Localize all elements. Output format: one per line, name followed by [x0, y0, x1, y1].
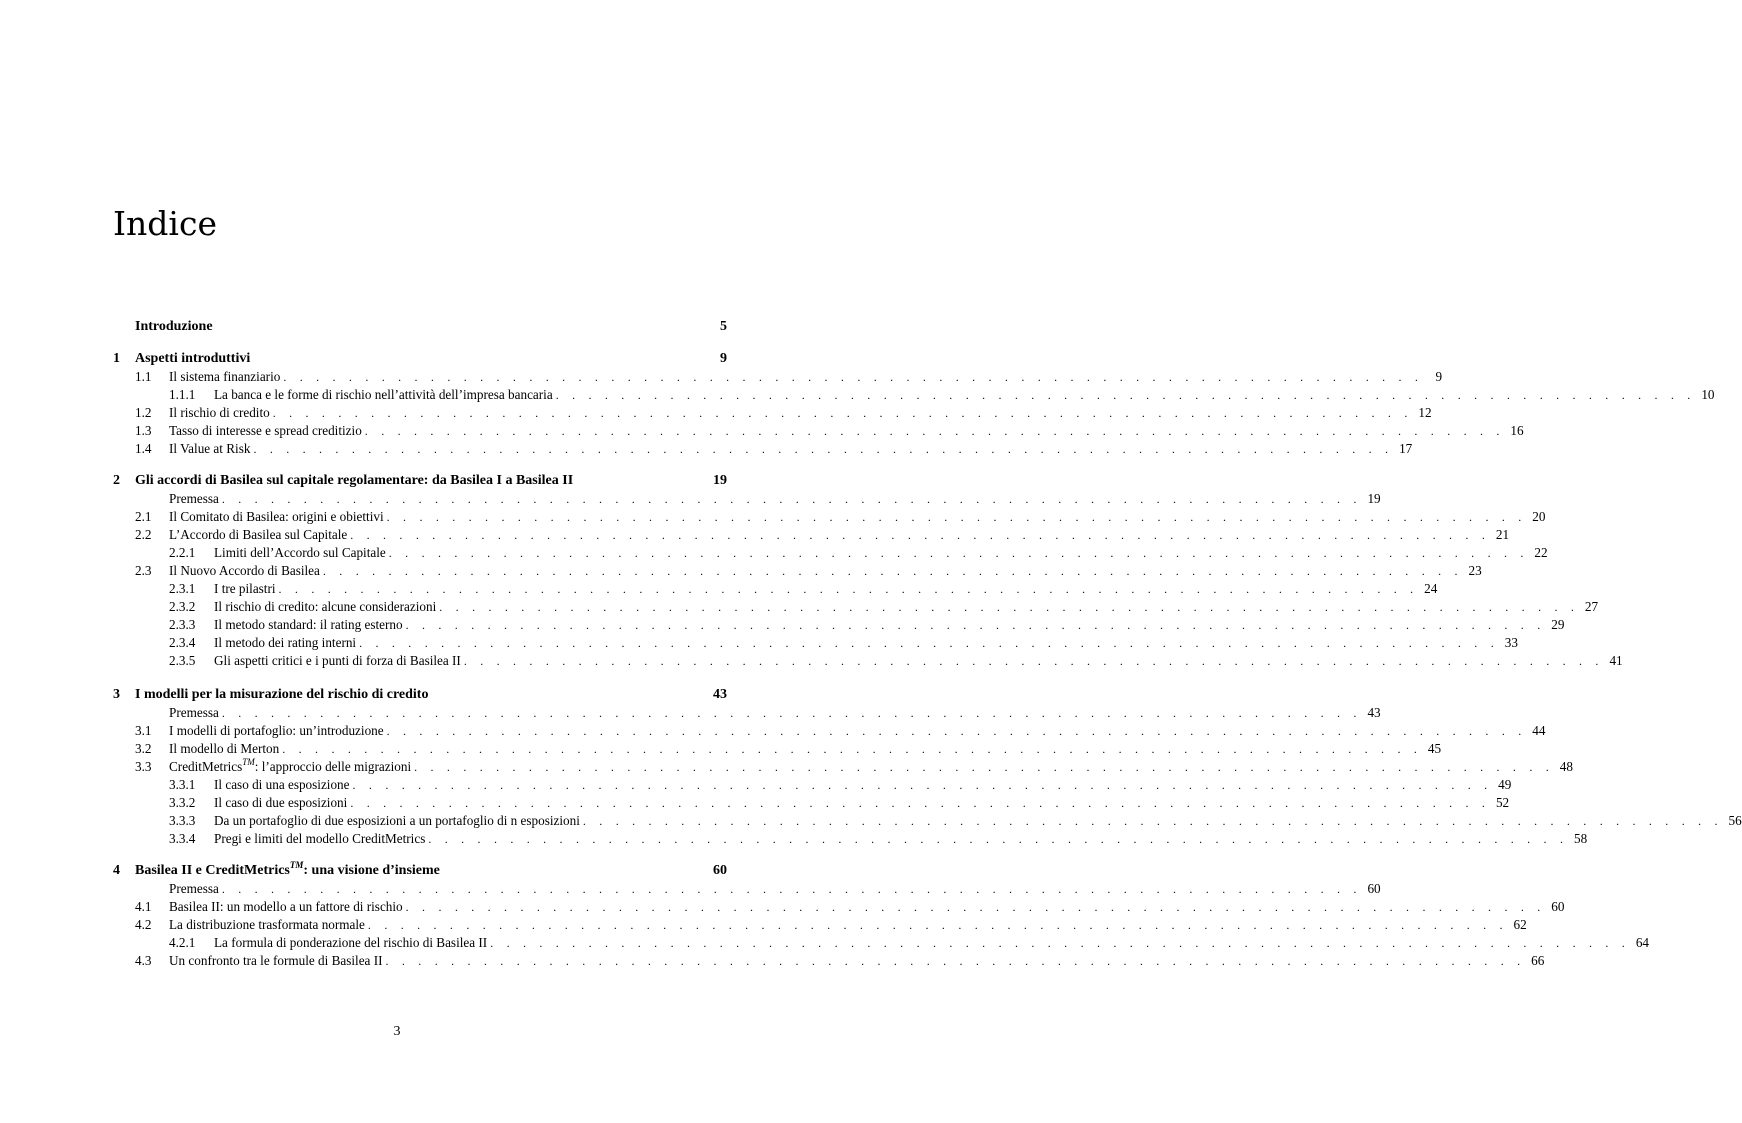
- toc-entry-number: 1.1: [135, 369, 152, 384]
- toc-entry-number: 3.3.4: [169, 831, 196, 846]
- toc-entry-page: 44: [1532, 723, 1546, 738]
- toc-entry-number: 3.2: [135, 741, 152, 756]
- toc-chapter-entry[interactable]: [113, 862, 727, 880]
- toc-entry-number: 3.3.2: [169, 795, 196, 810]
- toc-entry-title-text: La distribuzione trasformata normale: [169, 917, 365, 932]
- toc-entry-number: 3.3: [135, 759, 152, 774]
- toc-section-entry[interactable]: [135, 526, 1510, 544]
- toc-entry-page: 24: [1424, 581, 1438, 596]
- toc-entry-page: 60: [1551, 899, 1565, 914]
- toc-subsection-entry[interactable]: [169, 830, 1588, 848]
- toc-dot-leader: . . . . . . . . . . . . . . . . . . . . . . . . . . . . . . . . . . . . . . . . . . . . . . . . . . . . . . . . . . . . . . . . . . . . . .: [350, 796, 1491, 810]
- toc-entry-title-text: Il modello di Merton: [169, 741, 280, 756]
- toc-entry-page: 33: [1504, 635, 1518, 650]
- toc-entry-title-text: Pregi e limiti del modello CreditMetrics: [214, 831, 426, 846]
- toc-dot-leader: . . . . . . . . . . . . . . . . . . . . . . . . . . . . . . . . . . . . . . . . . . . . . . . . . . . . . . . . . . . . . . . . . . . . . .: [282, 742, 1423, 756]
- toc-entry-title: [214, 598, 436, 616]
- toc-entry-title: [214, 934, 487, 952]
- toc-entry-number: 4.3: [135, 953, 152, 968]
- toc-entry-title-text: Il rischio di credito: [169, 405, 270, 420]
- toc-entry-number: 2.3.5: [169, 653, 196, 668]
- toc-entry-title: [169, 368, 280, 386]
- toc-subsection-entry[interactable]: [169, 794, 1510, 812]
- toc-dot-leader: . . . . . . . . . . . . . . . . . . . . . . . . . . . . . . . . . . . . . . . . . . . . . . . . . . . . . . . . . . . . . . . . . . . . . .: [272, 406, 1413, 420]
- toc-entry-page: 60: [1367, 881, 1381, 896]
- toc-entry-title-text: Il Nuovo Accordo di Basilea: [169, 563, 320, 578]
- toc-entry-page: 56: [1728, 813, 1742, 828]
- toc-entry-title-text: Introduzione: [135, 319, 213, 334]
- page-title: Indice: [113, 204, 217, 243]
- toc-section-entry[interactable]: [135, 440, 1413, 458]
- trademark-superscript: TM: [289, 860, 304, 870]
- toc-entry-number: 2.3: [135, 563, 152, 578]
- toc-entry-title: [214, 580, 276, 598]
- toc-entry-page: 60: [713, 863, 727, 878]
- toc-entry-page: 62: [1513, 917, 1527, 932]
- toc-dot-leader: . . . . . . . . . . . . . . . . . . . . . . . . . . . . . . . . . . . . . . . . . . . . . . . . . . . . . . . . . . . . . . . . . . . . . .: [385, 954, 1526, 968]
- toc-entry-title-text: CreditMetrics: [169, 759, 243, 774]
- toc-entry-title: [214, 616, 403, 634]
- toc-entry-page: 16: [1510, 423, 1524, 438]
- toc-entry-page: 45: [1427, 741, 1442, 756]
- toc-entry-number: 2.3.3: [169, 617, 196, 632]
- toc-dot-leader: . . . . . . . . . . . . . . . . . . . . . . . . . . . . . . . . . . . . . . . . . . . . . . . . . . . . . . . . . . . . . . . . . . . . . .: [364, 424, 1505, 438]
- toc-entry-number: 2.2.1: [169, 545, 196, 560]
- toc-entry-title: [135, 318, 213, 336]
- toc-entry-page: 12: [1418, 405, 1432, 420]
- toc-section-entry[interactable]: [135, 757, 1573, 776]
- toc-entry-title: [169, 916, 365, 934]
- toc-section-entry[interactable]: [135, 562, 1482, 580]
- toc-entry-number: 1.1.1: [169, 387, 196, 402]
- toc-entry-page: 43: [1367, 705, 1381, 720]
- toc-entry-title: [169, 526, 347, 544]
- toc-section-entry[interactable]: [135, 422, 1524, 440]
- toc-entry-title-text: Il caso di una esposizione: [214, 777, 350, 792]
- toc-entry-page: 22: [1534, 545, 1548, 560]
- toc-dot-leader: . . . . . . . . . . . . . . . . . . . . . . . . . . . . . . . . . . . . . . . . . . . . . . . . . . . . . . . . . . . . . . . . . . . . . .: [359, 636, 1499, 650]
- toc-subsection-entry[interactable]: [169, 934, 1649, 952]
- toc-entry-title: [135, 862, 440, 880]
- toc-subsection-entry[interactable]: [169, 598, 1599, 616]
- toc-section-entry[interactable]: [135, 404, 1432, 422]
- toc-entry-title: [214, 812, 580, 830]
- toc-entry-page: 10: [1701, 387, 1715, 402]
- toc-entry-page: 43: [713, 687, 727, 702]
- toc-entry-title-text: La formula di ponderazione del rischio di Basilea II: [214, 935, 488, 950]
- trademark-superscript: TM: [242, 757, 255, 767]
- toc-dot-leader: . . . . . . . . . . . . . . . . . . . . . . . . . . . . . . . . . . . . . . . . . . . . . . . . . . . . . . . . . . . . . . . . . . . . . .: [463, 654, 1604, 668]
- toc-entry-number: 1.3: [135, 423, 152, 438]
- toc-entry-number: 1: [113, 351, 120, 366]
- toc-dot-leader: . . . . . . . . . . . . . . . . . . . . . . . . . . . . . . . . . . . . . . . . . . . . . . . . . . . . . . . . . . . . . . . . . . . . . .: [352, 778, 1493, 792]
- toc-subsection-entry[interactable]: [169, 776, 1512, 794]
- toc-entry-title: [135, 686, 428, 704]
- toc-entry-title: [214, 794, 347, 812]
- toc-entry-title-text: Il Value at Risk: [169, 441, 251, 456]
- toc-entry-page: 52: [1495, 795, 1510, 810]
- toc-section-entry[interactable]: [135, 916, 1527, 934]
- toc-entry-title-text: Il rischio di credito: alcune considerazioni: [214, 599, 437, 614]
- toc-entry-page: 5: [720, 319, 727, 334]
- toc-subsection-entry[interactable]: [169, 652, 1623, 670]
- toc-dot-leader: . . . . . . . . . . . . . . . . . . . . . . . . . . . . . . . . . . . . . . . . . . . . . . . . . . . . . . . . . . . . . . . . . . . . . .: [367, 918, 1508, 932]
- toc-entry-title-text: Il caso di due esposizioni: [214, 795, 348, 810]
- toc-entry-title-text: Il Comitato di Basilea: origini e obiettivi: [169, 509, 384, 524]
- toc-chapter-entry[interactable]: [113, 350, 727, 368]
- toc-entry-page: 49: [1498, 777, 1512, 792]
- toc-section-entry[interactable]: [135, 704, 1381, 722]
- toc-subsection-entry[interactable]: [169, 580, 1438, 598]
- toc-entry-title: [169, 952, 383, 970]
- toc-entry-number: 2.2: [135, 527, 152, 542]
- toc-entry-title: [169, 404, 270, 422]
- toc-section-entry[interactable]: [135, 740, 1442, 758]
- toc-dot-leader: . . . . . . . . . . . . . . . . . . . . . . . . . . . . . . . . . . . . . . . . . . . . . . . . . . . . . . . . . . . . . . . . . . . . . .: [414, 760, 1554, 774]
- toc-section-entry[interactable]: [135, 368, 1443, 386]
- toc-entry-page: 64: [1635, 935, 1649, 950]
- toc-dot-leader: . . . . . . . . . . . . . . . . . . . . . . . . . . . . . . . . . . . . . . . . . . . . . . . . . . . . . . . . . . . . . . . . . . . . . .: [221, 706, 1362, 720]
- toc-entry-title: [169, 758, 411, 776]
- toc-entry-title-text: Tasso di interesse e spread creditizio: [169, 423, 362, 438]
- toc-entry-number: 2.3.2: [169, 599, 196, 614]
- toc-subsection-entry[interactable]: [169, 634, 1518, 652]
- toc-subsection-entry[interactable]: [169, 616, 1565, 634]
- toc-entry-page: 9: [720, 351, 727, 366]
- toc-dot-leader: . . . . . . . . . . . . . . . . . . . . . . . . . . . . . . . . . . . . . . . . . . . . . . . . . . . . . . . . . . . . . . . . . . . . . .: [428, 832, 1569, 846]
- toc-entry-title-continuation: : una visione d’insieme: [303, 863, 440, 878]
- toc-entry-title-text: Aspetti introduttivi: [135, 351, 251, 366]
- toc-dot-leader: . . . . . . . . . . . . . . . . . . . . . . . . . . . . . . . . . . . . . . . . . . . . . . . . . . . . . . . . . . . . . . . . . . . . . .: [350, 528, 1491, 542]
- toc-entry-number: 2.3.1: [169, 581, 196, 596]
- toc-dot-leader: . . . . . . . . . . . . . . . . . . . . . . . . . . . . . . . . . . . . . . . . . . . . . . . . . . . . . . . . . . . . . . . . . . . . . .: [221, 882, 1362, 896]
- toc-entry-title-text: Premessa: [169, 881, 219, 896]
- toc-entry-title: [135, 350, 250, 368]
- toc-entry-title: [169, 490, 219, 508]
- toc-entry-title: [214, 386, 553, 404]
- toc-entry-page: 19: [1367, 491, 1381, 506]
- toc-section-entry[interactable]: [135, 508, 1546, 526]
- toc-entry-page: 19: [713, 473, 727, 488]
- page-number: 3: [393, 1024, 401, 1039]
- toc-entry-title-text: Il metodo dei rating interni: [214, 635, 357, 650]
- toc-dot-leader: . . . . . . . . . . . . . . . . . . . . . . . . . . . . . . . . . . . . . . . . . . . . . . . . . . . . . . . . . . . . . . . . . . . . . .: [278, 582, 1419, 596]
- toc-entry-title: [214, 652, 461, 670]
- toc-entry-title-text: I modelli di portafoglio: un’introduzione: [169, 723, 384, 738]
- toc-entry-title: [135, 472, 573, 490]
- toc-dot-leader: . . . . . . . . . . . . . . . . . . . . . . . . . . . . . . . . . . . . . . . . . . . . . . . . . . . . . . . . . . . . . . . . . . . . . .: [405, 618, 1546, 632]
- toc-entry-title-text: Il sistema finanziario: [169, 369, 281, 384]
- toc-entry-title-text: Premessa: [169, 491, 219, 506]
- toc-entry-page: 66: [1531, 953, 1545, 968]
- toc-entry-number: 2.1: [135, 509, 152, 524]
- toc-entry-title-text: Gli accordi di Basilea sul capitale regolamentare: da Basilea I a Basilea II: [135, 473, 574, 488]
- toc-section-entry[interactable]: [135, 722, 1546, 740]
- toc-dot-leader: . . . . . . . . . . . . . . . . . . . . . . . . . . . . . . . . . . . . . . . . . . . . . . . . . . . . . . . . . . . . . . . . . . . . . .: [405, 900, 1546, 914]
- toc-entry-title-text: Basilea II: un modello a un fattore di rischio: [169, 899, 403, 914]
- toc-entry-page: 58: [1573, 831, 1588, 846]
- toc-entry-title-text: I tre pilastri: [214, 581, 276, 596]
- toc-entry-title-text: Da un portafoglio di due esposizioni a un portafoglio di n esposizioni: [214, 813, 580, 828]
- toc-entry-page: 48: [1559, 759, 1573, 774]
- toc-dot-leader: . . . . . . . . . . . . . . . . . . . . . . . . . . . . . . . . . . . . . . . . . . . . . . . . . . . . . . . . . . . . . . . . . . . . . .: [322, 564, 1463, 578]
- toc-entry-page: 41: [1609, 653, 1623, 668]
- toc-entry-number: 3.1: [135, 723, 152, 738]
- toc-subsection-entry[interactable]: [169, 386, 1715, 404]
- toc-entry-title: [169, 740, 279, 758]
- toc-section-entry[interactable]: [135, 898, 1565, 916]
- toc-section-entry[interactable]: [135, 490, 1381, 508]
- toc-dot-leader: . . . . . . . . . . . . . . . . . . . . . . . . . . . . . . . . . . . . . . . . . . . . . . . . . . . . . . . . . . . . . . . . . . . . . .: [582, 814, 1723, 828]
- toc-dot-leader: . . . . . . . . . . . . . . . . . . . . . . . . . . . . . . . . . . . . . . . . . . . . . . . . . . . . . . . . . . . . . . . . . . . . . .: [555, 388, 1696, 402]
- toc-dot-leader: . . . . . . . . . . . . . . . . . . . . . . . . . . . . . . . . . . . . . . . . . . . . . . . . . . . . . . . . . . . . . . . . . . . . . .: [283, 370, 1424, 384]
- toc-entry-number: 3: [113, 687, 120, 702]
- toc-chapter-entry[interactable]: [113, 318, 727, 336]
- toc-entry-title: [169, 562, 320, 580]
- toc-dot-leader: . . . . . . . . . . . . . . . . . . . . . . . . . . . . . . . . . . . . . . . . . . . . . . . . . . . . . . . . . . . . . . . . . . . . . .: [253, 442, 1394, 456]
- toc-entry-title-text: La banca e le forme di rischio nell’attività dell’impresa bancaria: [214, 387, 553, 402]
- toc-entry-number: 3.3.3: [169, 813, 196, 828]
- toc-entry-title-text: Il metodo standard: il rating esterno: [214, 617, 403, 632]
- toc-entry-title-text: Basilea II e CreditMetrics: [135, 863, 290, 878]
- toc-entry-title: [169, 422, 362, 440]
- toc-entry-number: 4.1: [135, 899, 152, 914]
- toc-entry-page: 27: [1584, 599, 1599, 614]
- toc-entry-title-text: Un confronto tra le formule di Basilea II: [169, 953, 383, 968]
- toc-section-entry[interactable]: [135, 880, 1381, 898]
- toc-entry-title: [214, 776, 350, 794]
- toc-entry-page: 21: [1495, 527, 1510, 542]
- toc-dot-leader: . . . . . . . . . . . . . . . . . . . . . . . . . . . . . . . . . . . . . . . . . . . . . . . . . . . . . . . . . . . . . . . . . . . . . .: [221, 492, 1362, 506]
- toc-section-entry[interactable]: [135, 952, 1545, 970]
- toc-entry-title: [169, 508, 384, 526]
- toc-entry-title-text: Gli aspetti critici e i punti di forza di Basilea II: [214, 653, 461, 668]
- toc-entry-title: [169, 722, 384, 740]
- toc-entry-title-text: L’Accordo di Basilea sul Capitale: [169, 527, 348, 542]
- toc-entry-title-text: Premessa: [169, 705, 219, 720]
- toc-entry-number: 3.3.1: [169, 777, 196, 792]
- toc-entry-number: 2: [113, 473, 120, 488]
- toc-entry-title: [214, 634, 356, 652]
- toc-dot-leader: . . . . . . . . . . . . . . . . . . . . . . . . . . . . . . . . . . . . . . . . . . . . . . . . . . . . . . . . . . . . . . . . . . . . . .: [386, 724, 1527, 738]
- toc-dot-leader: . . . . . . . . . . . . . . . . . . . . . . . . . . . . . . . . . . . . . . . . . . . . . . . . . . . . . . . . . . . . . . . . . . . . . .: [490, 936, 1630, 950]
- toc-entry-number: 4.2.1: [169, 935, 196, 950]
- toc-entry-page: 29: [1551, 617, 1565, 632]
- toc-dot-leader: . . . . . . . . . . . . . . . . . . . . . . . . . . . . . . . . . . . . . . . . . . . . . . . . . . . . . . . . . . . . . . . . . . . . . .: [386, 510, 1527, 524]
- toc-chapter-entry[interactable]: [113, 472, 727, 490]
- toc-entry-number: 2.3.4: [169, 635, 196, 650]
- toc-chapter-entry[interactable]: [113, 686, 727, 704]
- toc-entry-title-continuation: : l’approccio delle migrazioni: [254, 759, 412, 774]
- toc-entry-title: [169, 898, 403, 916]
- toc-entry-number: 1.4: [135, 441, 152, 456]
- toc-entry-number: 4.2: [135, 917, 152, 932]
- toc-entry-title: [214, 830, 425, 848]
- toc-dot-leader: . . . . . . . . . . . . . . . . . . . . . . . . . . . . . . . . . . . . . . . . . . . . . . . . . . . . . . . . . . . . . . . . . . . . . .: [439, 600, 1580, 614]
- toc-entry-number: 4: [113, 863, 120, 878]
- toc-dot-leader: . . . . . . . . . . . . . . . . . . . . . . . . . . . . . . . . . . . . . . . . . . . . . . . . . . . . . . . . . . . . . . . . . . . . . .: [388, 546, 1529, 560]
- toc-entry-title: [169, 880, 219, 898]
- toc-entry-page: 23: [1468, 563, 1482, 578]
- toc-subsection-entry[interactable]: [169, 544, 1548, 562]
- toc-entry-page: 20: [1532, 509, 1546, 524]
- toc-entry-title-text: Limiti dell’Accordo sul Capitale: [214, 545, 386, 560]
- toc-entry-page: 17: [1399, 441, 1413, 456]
- toc-entry-page: 9: [1435, 369, 1443, 384]
- toc-entry-number: 1.2: [135, 405, 152, 420]
- toc-entry-title: [169, 440, 250, 458]
- toc-entry-title: [214, 544, 386, 562]
- toc-entry-title-text: I modelli per la misurazione del rischio di credito: [135, 687, 429, 702]
- toc-entry-title: [169, 704, 219, 722]
- toc-subsection-entry[interactable]: [169, 812, 1742, 830]
